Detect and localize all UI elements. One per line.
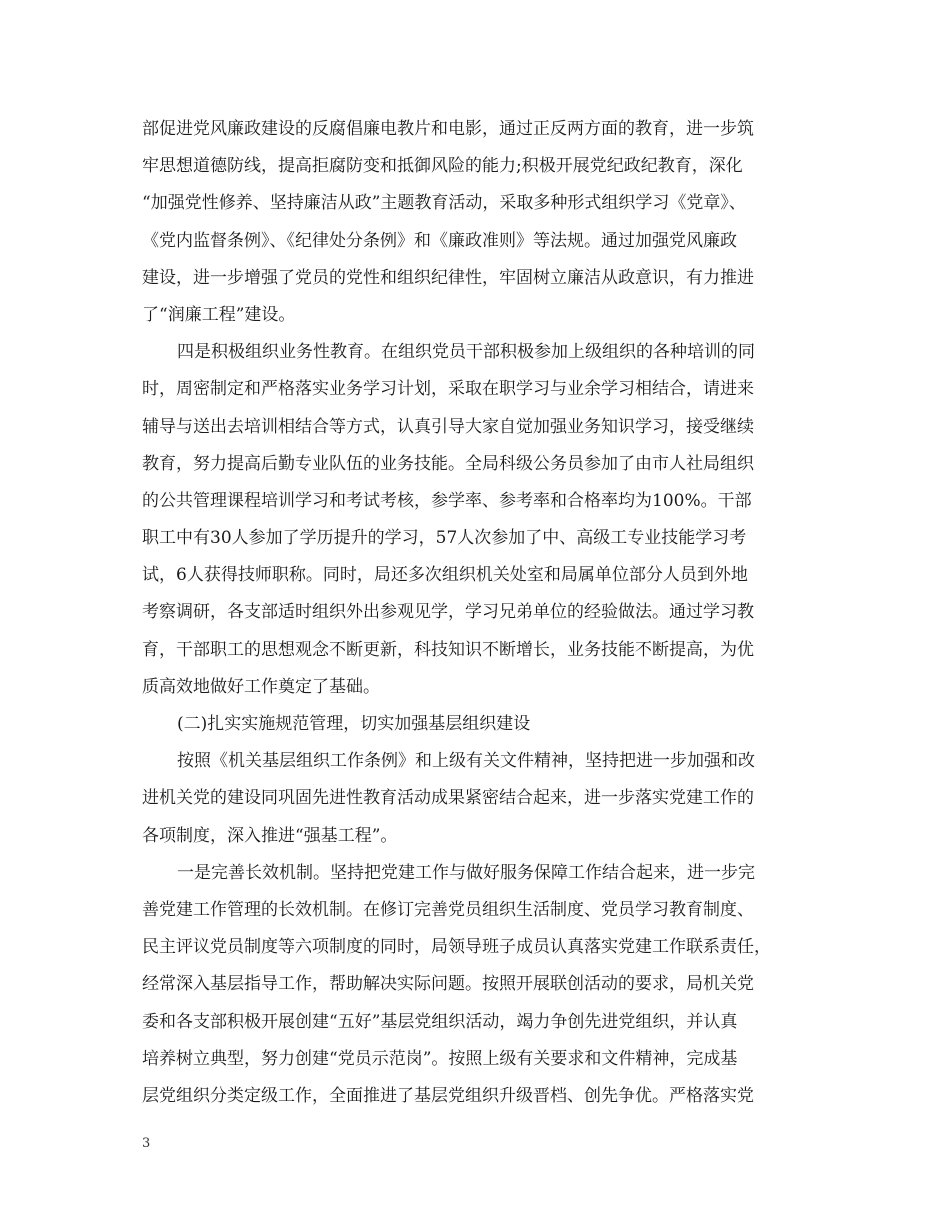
text-line: 培养树立典型，努力创建“党员示范岗”。按照上级有关要求和文件精神，完成基 xyxy=(142,1048,738,1069)
text-line: 一是完善长效机制。坚持把党建工作与做好服务保障工作结合起来，进一步完 xyxy=(177,862,755,883)
text-line: 四是积极组织业务性教育。在组织党员干部积极参加上级组织的各种培训的同 xyxy=(177,342,755,363)
text-line: 辅导与送出去培训相结合等方式，认真引导大家自觉加强业务知识学习，接受继续 xyxy=(142,416,754,437)
document-body xyxy=(142,111,812,1115)
text-line: 考察调研，各支部适时组织外出参观见学，学习兄弟单位的经验做法。通过学习教 xyxy=(142,602,754,623)
page-number: 3 xyxy=(142,1136,151,1151)
text-line: 职工中有30人参加了学历提升的学习，57人次参加了中、高级工专业技能学习考 xyxy=(142,528,747,549)
text-line: 委和各支部积极开展创建“五好”基层党组织活动，竭力争创先进党组织，并认真 xyxy=(142,1011,738,1032)
text-line: 民主评议党员制度等六项制度的同时，局领导班子成员认真落实党建工作联系责任， xyxy=(142,937,771,958)
text-line: 经常深入基层指导工作，帮助解决实际问题。按照开展联创活动的要求，局机关党 xyxy=(142,974,754,995)
text-line: 各项制度，深入推进“强基工程”。 xyxy=(142,825,398,846)
text-line: 时，周密制定和严格落实业务学习计划，采取在职学习与业余学习相结合，请进来 xyxy=(142,379,754,400)
text-line: 试，6人获得技师职称。同时，局还多次组织机关处室和局属单位部分人员到外地 xyxy=(142,565,748,586)
text-line: 建设，进一步增强了党员的党性和组织纪律性，牢固树立廉洁从政意识，有力推进 xyxy=(142,267,754,288)
text-line: 牢思想道德防线，提高拒腐防变和抵御风险的能力;积极开展党纪政纪教育，深化 xyxy=(142,156,743,177)
text-line: 质高效地做好工作奠定了基础。 xyxy=(142,676,380,697)
text-line: (二)扎实实施规范管理，切实加强基层组织建设 xyxy=(177,714,531,734)
text-line: 按照《机关基层组织工作条例》和上级有关文件精神，坚持把进一步加强和改 xyxy=(177,751,755,772)
text-line: 教育，努力提高后勤专业队伍的业务技能。全局科级公务员参加了由市人社局组织 xyxy=(142,453,754,474)
text-line: 善党建工作管理的长效机制。在修订完善党员组织生活制度、党员学习教育制度、 xyxy=(142,899,754,920)
text-line: 部促进党风廉政建设的反腐倡廉电教片和电影，通过正反两方面的教育，进一步筑 xyxy=(142,119,754,139)
text-line: 进机关党的建设同巩固先进性教育活动成果紧密结合起来，进一步落实党建工作的 xyxy=(142,788,754,809)
text-line: 《党内监督条例》、《纪律处分条例》和《廉政准则》等法规。通过加强党风廉政 xyxy=(142,230,737,251)
text-line: “加强党性修养、坚持廉洁从政”主题教育活动，采取多种形式组织学习《党章》、 xyxy=(142,193,746,214)
text-line: 育，干部职工的思想观念不断更新，科技知识不断增长，业务技能不断提高，为优 xyxy=(142,639,754,660)
text-line: 的公共管理课程培训学习和考试考核，参学率、参考率和合格率均为100%。干部 xyxy=(142,490,752,511)
text-line: 了“润廉工程”建设。 xyxy=(142,304,296,325)
text-line: 层党组织分类定级工作，全面推进了基层党组织升级晋档、创先争优。严格落实党 xyxy=(142,1085,754,1106)
